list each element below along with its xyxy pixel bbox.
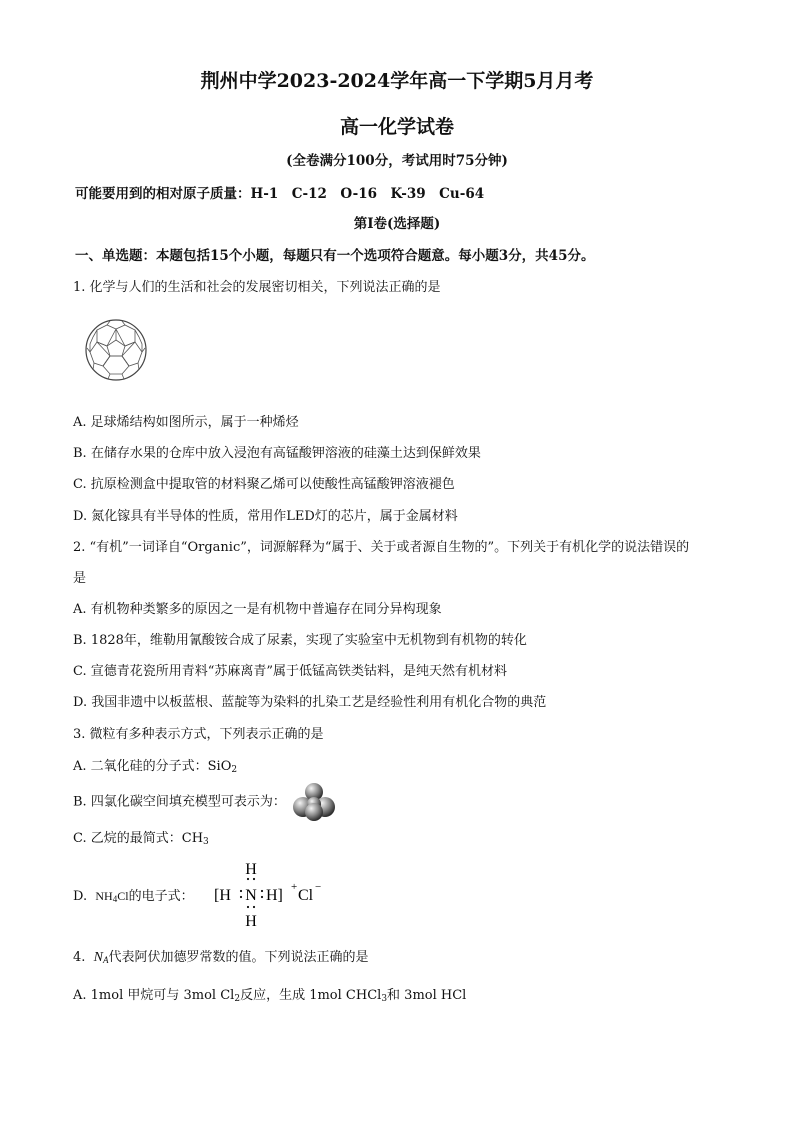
q1-stem: 1. 化学与人们的生活和社会的发展密切相关，下列说法正确的是: [73, 280, 441, 295]
formula-cl: Cl: [117, 889, 129, 903]
ccl4-space-filling-model: [292, 782, 336, 822]
q1-option-b: B. 在储存水果的仓库中放入浸泡有高锰酸钾溶液的硅藻土达到保鲜效果: [73, 446, 481, 461]
exam-info: (全卷满分100分，考试用时75分钟): [286, 153, 508, 169]
volume-heading: 第Ⅰ卷(选择题): [353, 216, 441, 232]
q2-option-d: D. 我国非遗中以板蓝根、蓝靛等为染料的扎染工艺是经验性利用有机化合物的典范: [73, 695, 547, 710]
electron-plus: +: [291, 881, 298, 893]
fullerene-image: [84, 318, 148, 382]
na-n: N: [93, 950, 104, 965]
electron-center-n: N: [245, 887, 257, 904]
section-instruction: 一、单选题：本题包括15个小题，每题只有一个选项符合题意。每小题3分，共45分。: [75, 248, 595, 264]
na-sub: A: [103, 955, 109, 965]
q4-na-symbol: [94, 950, 109, 965]
q4-a-part2: 反应，生成 1mol CHCl: [240, 988, 382, 1003]
q1-option-c: C. 抗原检测盒中提取管的材料聚乙烯可以使酸性高锰酸钾溶液褪色: [73, 477, 455, 492]
q1-option-a: A. 足球烯结构如图所示，属于一种烯烃: [73, 415, 299, 430]
q3-option-d-label: D.: [73, 889, 92, 904]
q3-option-c-sub: 3: [203, 837, 209, 847]
electron-minus: −: [315, 881, 322, 893]
q2-option-a: A. 有机物种类繁多的原因之一是有机物中普遍存在同分异构现象: [73, 602, 442, 617]
q4-a-sub1: 2: [234, 994, 241, 1004]
q3-option-a: [73, 755, 237, 775]
electron-top-h: H: [245, 861, 257, 878]
q4-a-part3: 和 3mol HCl: [387, 988, 467, 1003]
q4-a-part1: A. 1mol 甲烷可与 3mol Cl: [73, 988, 235, 1003]
q3-stem: 3. 微粒有多种表示方式，下列表示正确的是: [73, 727, 324, 742]
q3-option-d-text: 的电子式：: [128, 889, 194, 904]
q3-option-a-sub: 2: [231, 765, 238, 775]
q3-option-d: [73, 885, 194, 904]
q3-option-c: [73, 827, 209, 847]
q2-stem-line2: 是: [73, 571, 87, 586]
q3-option-d-formula: [95, 889, 128, 903]
exam-subtitle: 高一化学试卷: [339, 116, 454, 138]
q2-option-c: C. 宣德青花瓷所用青料“苏麻离青”属于低锰高铁类钴料，是纯天然有机材料: [73, 664, 508, 679]
electron-bottom-h: H: [245, 913, 257, 930]
formula-nh: NH: [95, 889, 113, 903]
q2-stem-line1: 2. “有机”一词译自“Organic”，词源解释为“属于、关于或者源自生物的”。下列关于有机化学的说法错误的: [73, 540, 690, 555]
electron-anion: Cl: [298, 887, 314, 904]
q3-option-b-text: B. 四氯化碳空间填充模型可表示为：: [73, 794, 286, 810]
q2-option-b: B. 1828年，维勒用氰酸铵合成了尿素，实现了实验室中无机物到有机物的转化: [73, 633, 527, 648]
q4-a-sub2: 3: [381, 994, 388, 1004]
q3-option-c-text: C. 乙烷的最简式：CH: [73, 831, 204, 846]
q4-option-a: [73, 984, 466, 1004]
q1-option-d: D. 氮化镓具有半导体的性质，常用作LED灯的芯片，属于金属材料: [73, 509, 458, 524]
exam-title: 荆州中学2023-2024学年高一下学期5月月考: [200, 70, 594, 92]
q4-stem: [73, 946, 369, 966]
nh4cl-electron-formula: [214, 860, 334, 930]
formula-sub-4: 4: [112, 894, 118, 904]
q4-stem-text: 代表阿伏加德罗常数的值。下列说法正确的是: [108, 950, 369, 965]
electron-left-bracket: [H: [214, 887, 231, 904]
q3-option-a-text: A. 二氧化硅的分子式：SiO: [73, 759, 232, 774]
q4-number: 4.: [73, 950, 86, 965]
electron-right-bracket: H]: [266, 887, 283, 904]
q3-option-b: [73, 782, 336, 822]
atomic-masses: 可能要用到的相对原子质量：H-1 C-12 O-16 K-39 Cu-64: [75, 186, 485, 202]
